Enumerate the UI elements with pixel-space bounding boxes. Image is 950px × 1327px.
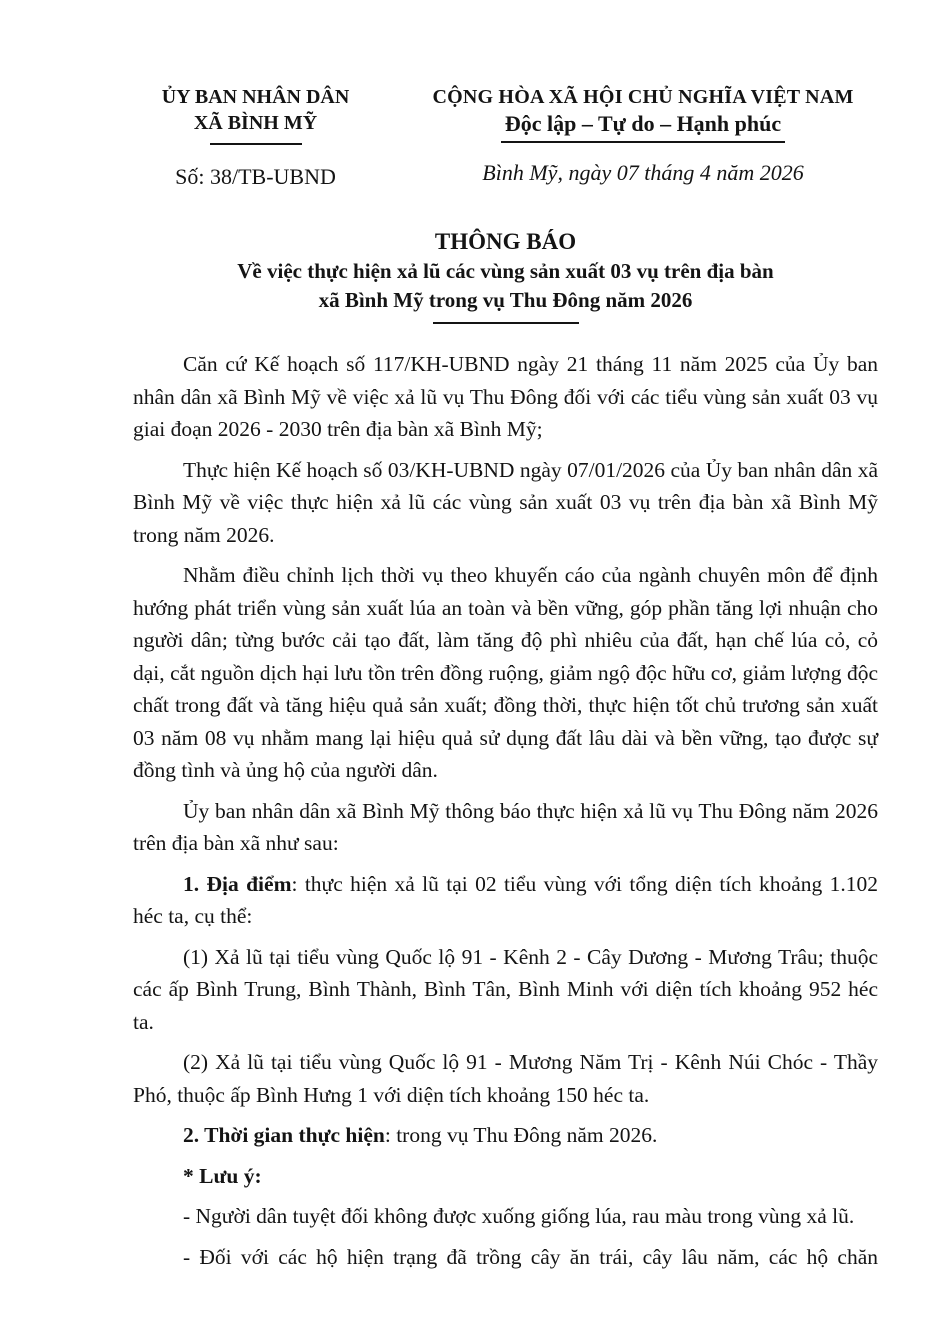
- paragraph-text: Căn cứ Kế hoạch số 117/KH-UBND ngày 21 tháng 11 năm 2025 của Ủy ban nhân dân xã Bình Mỹ về việc xả lũ vụ Thu Đông đối với các tiểu vùng sản xuất 03 vụ giai đoạn 2026 - 2030 trên địa bàn xã Bình Mỹ;: [133, 352, 878, 441]
- paragraph-thong-bao: [133, 795, 878, 860]
- paragraph-vung-2: [133, 1046, 878, 1111]
- paragraph-text: Nhằm điều chỉnh lịch thời vụ theo khuyến cáo của ngành chuyên môn để định hướng phát triển vùng sản xuất lúa an toàn và bền vững, góp phần tăng lợi nhuận cho người dân; từng bước cải tạo đất, làm tăng độ phì nhiêu của đất, hạn chế lúa cỏ, cỏ dại, cắt nguồn dịch hại lưu tồn trên đồng ruộng, giảm ngộ độc hữu cơ, giảm lượng độc chất trong đất và tăng hiệu quả sản xuất; đồng thời, thực hiện tốt chủ trương sản xuất 03 năm 08 vụ nhằm mang lại hiệu quả sử dụng đất lâu dài và bền vững, tạo được sự đồng tình và ủng hộ của người dân.: [133, 563, 878, 782]
- issuing-authority-line2: XÃ BÌNH MỸ: [193, 112, 318, 134]
- paragraph-text: - Đối với các hộ hiện trạng đã trồng cây ăn trái, cây lâu năm, các hộ chăn: [183, 1244, 878, 1269]
- paragraph-nham-dieu-chinh: [133, 559, 878, 787]
- national-title: CỘNG HÒA XÃ HỘI CHỦ NGHĨA VIỆT NAM: [432, 86, 854, 108]
- document-body: [133, 348, 878, 1273]
- issuing-authority-block: [133, 84, 378, 190]
- paragraph-text: : thực hiện xả lũ tại 02 tiểu vùng với tổng diện tích khoảng 1.102 héc ta, cụ thể:: [133, 871, 878, 928]
- national-motto: Độc lập – Tự do – Hạnh phúc: [501, 110, 785, 143]
- paragraph-luu-y-2: [133, 1241, 878, 1274]
- paragraph-text: - Người dân tuyệt đối không được xuống giống lúa, rau màu trong vùng xả lũ.: [183, 1204, 855, 1228]
- document-subtitle-line1: Về việc thực hiện xả lũ các vùng sản xuất 03 vụ trên địa bàn: [237, 259, 774, 283]
- issuing-authority-rule: [210, 143, 302, 145]
- document-header: [133, 84, 878, 190]
- paragraph-text: : trong vụ Thu Đông năm 2026.: [384, 1123, 658, 1147]
- paragraph-text: (1) Xả lũ tại tiểu vùng Quốc lộ 91 - Kênh 2 - Cây Dương - Mương Trâu; thuộc các ấp Bình Trung, Bình Thành, Bình Tân, Bình Minh với diện tích khoảng 952 héc ta.: [133, 944, 878, 1034]
- document-number: Số: 38/TB-UBND: [175, 164, 336, 189]
- paragraph-text: (2) Xả lũ tại tiểu vùng Quốc lộ 91 - Mương Năm Trị - Kênh Núi Chóc - Thầy Phó, thuộc ấp Bình Hưng 1 với diện tích khoảng 150 héc ta.: [133, 1050, 878, 1107]
- paragraph-text: Thực hiện Kế hoạch số 03/KH-UBND ngày 07/01/2026 của Ủy ban nhân dân xã Bình Mỹ về việc thực hiện xả lũ các vùng sản xuất 03 vụ trên địa bàn xã Bình Mỹ trong năm 2026.: [133, 457, 878, 547]
- document-title: THÔNG BÁO: [434, 229, 577, 254]
- paragraph-luu-y-1: [133, 1200, 878, 1233]
- paragraph-thuc-hien: [133, 454, 878, 552]
- paragraph-text: Ủy ban nhân dân xã Bình Mỹ thông báo thực hiện xả lũ vụ Thu Đông năm 2026 trên địa bàn xã như sau:: [133, 798, 878, 855]
- document-title-block: [133, 227, 878, 324]
- place-and-date: Bình Mỹ, ngày 07 tháng 4 năm 2026: [482, 160, 804, 185]
- paragraph-lead: * Lưu ý:: [183, 1163, 262, 1188]
- paragraph-can-cu: [133, 348, 878, 446]
- paragraph-thoi-gian: [133, 1119, 878, 1152]
- document-subtitle-line2: xã Bình Mỹ trong vụ Thu Đông năm 2026: [318, 288, 693, 312]
- paragraph-lead: 2. Thời gian thực hiện: [183, 1123, 385, 1147]
- issuing-authority-line1: ỦY BAN NHÂN DÂN: [161, 86, 350, 108]
- national-motto-block: [408, 84, 878, 186]
- title-rule: [433, 322, 579, 324]
- paragraph-luu-y: [133, 1160, 878, 1193]
- paragraph-lead: 1. Địa điểm: [183, 871, 292, 896]
- paragraph-dia-diem: [133, 868, 878, 933]
- paragraph-vung-1: [133, 941, 878, 1039]
